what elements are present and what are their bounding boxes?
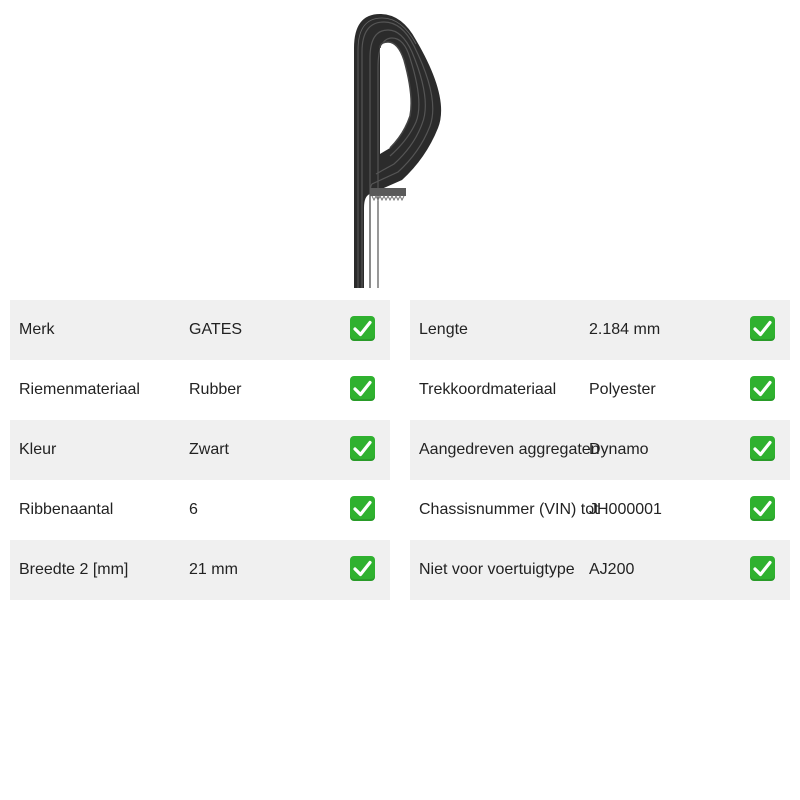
check-mark-icon (350, 436, 375, 461)
drive-belt-illustration (340, 8, 460, 290)
spec-row (410, 420, 790, 480)
spec-value: Zwart (189, 441, 229, 458)
check-mark-icon (750, 376, 775, 401)
spec-value: AJ200 (589, 561, 635, 578)
spec-label: Aangedreven aggregaten (419, 441, 600, 458)
spec-label: Merk (19, 321, 55, 338)
spec-table-right (410, 300, 790, 600)
check-mark-icon (350, 556, 375, 581)
spec-label: Ribbenaantal (19, 501, 114, 518)
spec-value: 6 (189, 501, 198, 518)
spec-label: Niet voor voertuigtype (419, 561, 575, 578)
spec-row (410, 360, 790, 420)
spec-row (10, 420, 390, 480)
spec-value: GATES (189, 321, 243, 338)
check-mark-icon (750, 496, 775, 521)
spec-row (410, 480, 790, 540)
check-mark-icon (350, 496, 375, 521)
spec-row (10, 480, 390, 540)
check-mark-icon (350, 316, 375, 341)
spec-label: Trekkoordmateriaal (419, 381, 557, 398)
spec-label: Lengte (419, 321, 468, 338)
spec-label: Breedte 2 [mm] (19, 561, 129, 578)
spec-label: Kleur (19, 441, 57, 458)
spec-label: Chassisnummer (VIN) tot (419, 501, 599, 518)
spec-value: JH000001 (589, 501, 662, 518)
spec-value: 21 mm (189, 561, 238, 578)
spec-row (10, 300, 390, 360)
spec-value: Rubber (189, 381, 242, 398)
spec-row (10, 360, 390, 420)
spec-value: 2.184 mm (589, 321, 661, 338)
check-mark-icon (750, 436, 775, 461)
check-mark-icon (750, 316, 775, 341)
check-mark-icon (350, 376, 375, 401)
spec-row (10, 540, 390, 600)
spec-value: Polyester (589, 381, 656, 398)
check-mark-icon (750, 556, 775, 581)
drive-belt-image (340, 8, 460, 290)
spec-value: Dynamo (589, 441, 649, 458)
spec-label: Riemenmateriaal (19, 381, 140, 398)
spec-row (410, 300, 790, 360)
spec-row (410, 540, 790, 600)
spec-table-left (10, 300, 390, 600)
